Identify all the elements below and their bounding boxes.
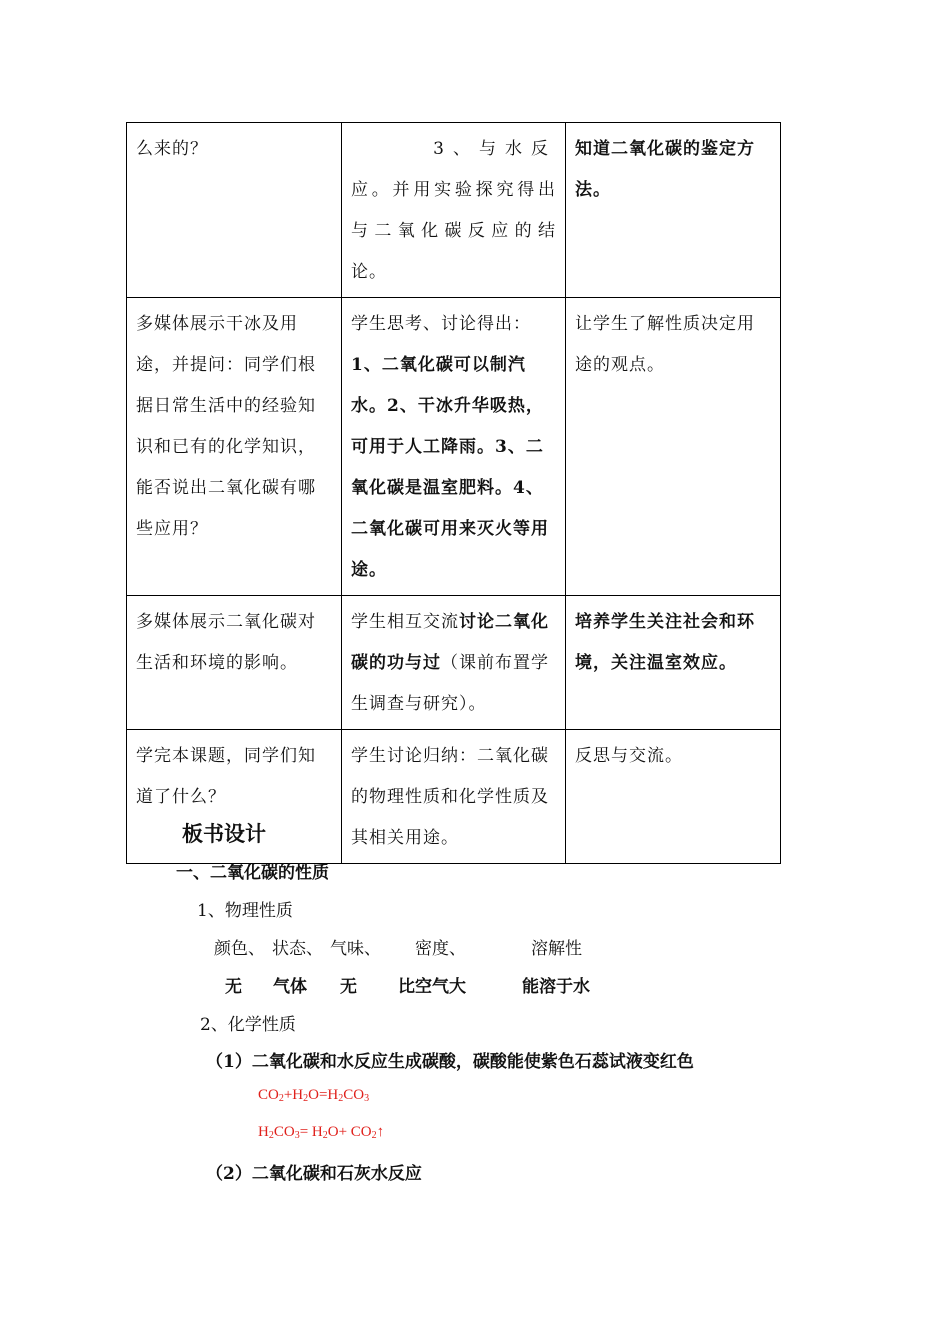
table-row: [127, 298, 781, 596]
board-title: 板书设计: [182, 821, 266, 846]
eq-sub: 2: [371, 1130, 377, 1141]
value-odor: 无: [340, 977, 357, 997]
property-state: 状态、: [272, 939, 323, 959]
property-color: 颜色、: [214, 939, 265, 959]
eq-text: CO: [258, 1087, 279, 1103]
eq-text: O=H: [308, 1087, 339, 1103]
equation-1: [258, 1087, 369, 1104]
eq-sub: 2: [338, 1093, 344, 1104]
eq-text: +H: [283, 1087, 304, 1103]
design-intent-cell: [566, 298, 781, 596]
student-activity-cell: [342, 596, 566, 730]
reaction-item-2: （2）二氧化碳和石灰水反应: [206, 1164, 422, 1184]
student-activity-cell: [342, 730, 566, 864]
value-density: 比空气大: [398, 977, 466, 997]
eq-sub: 3: [294, 1130, 300, 1141]
cell-text: 论。: [351, 262, 387, 282]
table-row: [127, 596, 781, 730]
eq-sub: 2: [268, 1130, 274, 1141]
cell-text: 让学生了解性质决定用途的观点。: [575, 314, 755, 375]
table-row: [127, 123, 781, 298]
design-intent-cell: [566, 123, 781, 298]
cell-text: 1、二氧化碳可以制汽水。2、干冰升华吸热，可用于人工降雨。3、二氧化碳是温室肥料。4、二氧化碳可用来灭火等用途。: [351, 355, 549, 580]
cell-text: 应。并用实验探究得出与二氧化碳反应的结: [351, 180, 557, 241]
cell-text: 学完本课题，同学们知道了什么？: [136, 746, 316, 807]
equation-2: [258, 1124, 384, 1141]
eq-sub: 2: [303, 1093, 309, 1104]
eq-text: H: [258, 1124, 269, 1140]
property-odor: 气味、: [330, 939, 381, 959]
student-activity-cell: [342, 123, 566, 298]
design-intent-cell: [566, 596, 781, 730]
eq-sub: 2: [322, 1130, 328, 1141]
design-intent-cell: [566, 730, 781, 864]
eq-sub: 2: [278, 1093, 284, 1104]
cell-text: 反思与交流。: [575, 746, 683, 766]
cell-text: 讨论二氧化碳的功与过: [351, 612, 549, 673]
cell-text: 学生讨论归纳：二氧化碳的物理性质和化学性质及其相关用途。: [351, 746, 549, 848]
up-arrow-icon: ↑: [376, 1124, 385, 1140]
teacher-activity-cell: [127, 596, 342, 730]
cell-text: 多媒体展示干冰及用途，并提问：同学们根据日常生活中的经验知识和已有的化学知识，能否说出二氧化碳有哪些应用？: [136, 314, 316, 539]
eq-sub: 3: [364, 1093, 370, 1104]
section-heading: 一、二氧化碳的性质: [176, 863, 329, 883]
eq-text: CO: [343, 1087, 365, 1103]
cell-text: 知道二氧化碳的鉴定方法。: [575, 139, 755, 200]
value-state: 气体: [273, 977, 307, 997]
reaction-item-1: （1）二氧化碳和水反应生成碳酸，碳酸能使紫色石蕊试液变红色: [206, 1052, 694, 1072]
property-solubility: 溶解性: [531, 939, 582, 959]
chemical-heading: 2、化学性质: [200, 1015, 296, 1035]
cell-text: 培养学生关注社会和环境，关注温室效应。: [575, 612, 755, 673]
value-color: 无: [225, 977, 242, 997]
cell-text: 么来的？: [136, 139, 208, 159]
lesson-table: [126, 122, 781, 864]
cell-text: （课前布置学生调查与研究）。: [351, 653, 549, 714]
cell-text: 多媒体展示二氧化碳对生活和环境的影响。: [136, 612, 316, 673]
physical-heading: 1、物理性质: [197, 901, 293, 921]
student-activity-cell: [342, 298, 566, 596]
teacher-activity-cell: [127, 298, 342, 596]
eq-text: = H: [299, 1124, 323, 1140]
property-density: 密度、: [415, 939, 466, 959]
cell-text: 学生相互交流: [351, 612, 459, 632]
cell-text: 学生思考、讨论得出：: [351, 314, 531, 334]
cell-text: 3、与水反: [433, 139, 557, 159]
value-solubility: 能溶于水: [522, 977, 590, 997]
teacher-activity-cell: [127, 123, 342, 298]
eq-text: O+ CO: [327, 1124, 372, 1140]
eq-text: CO: [273, 1124, 295, 1140]
